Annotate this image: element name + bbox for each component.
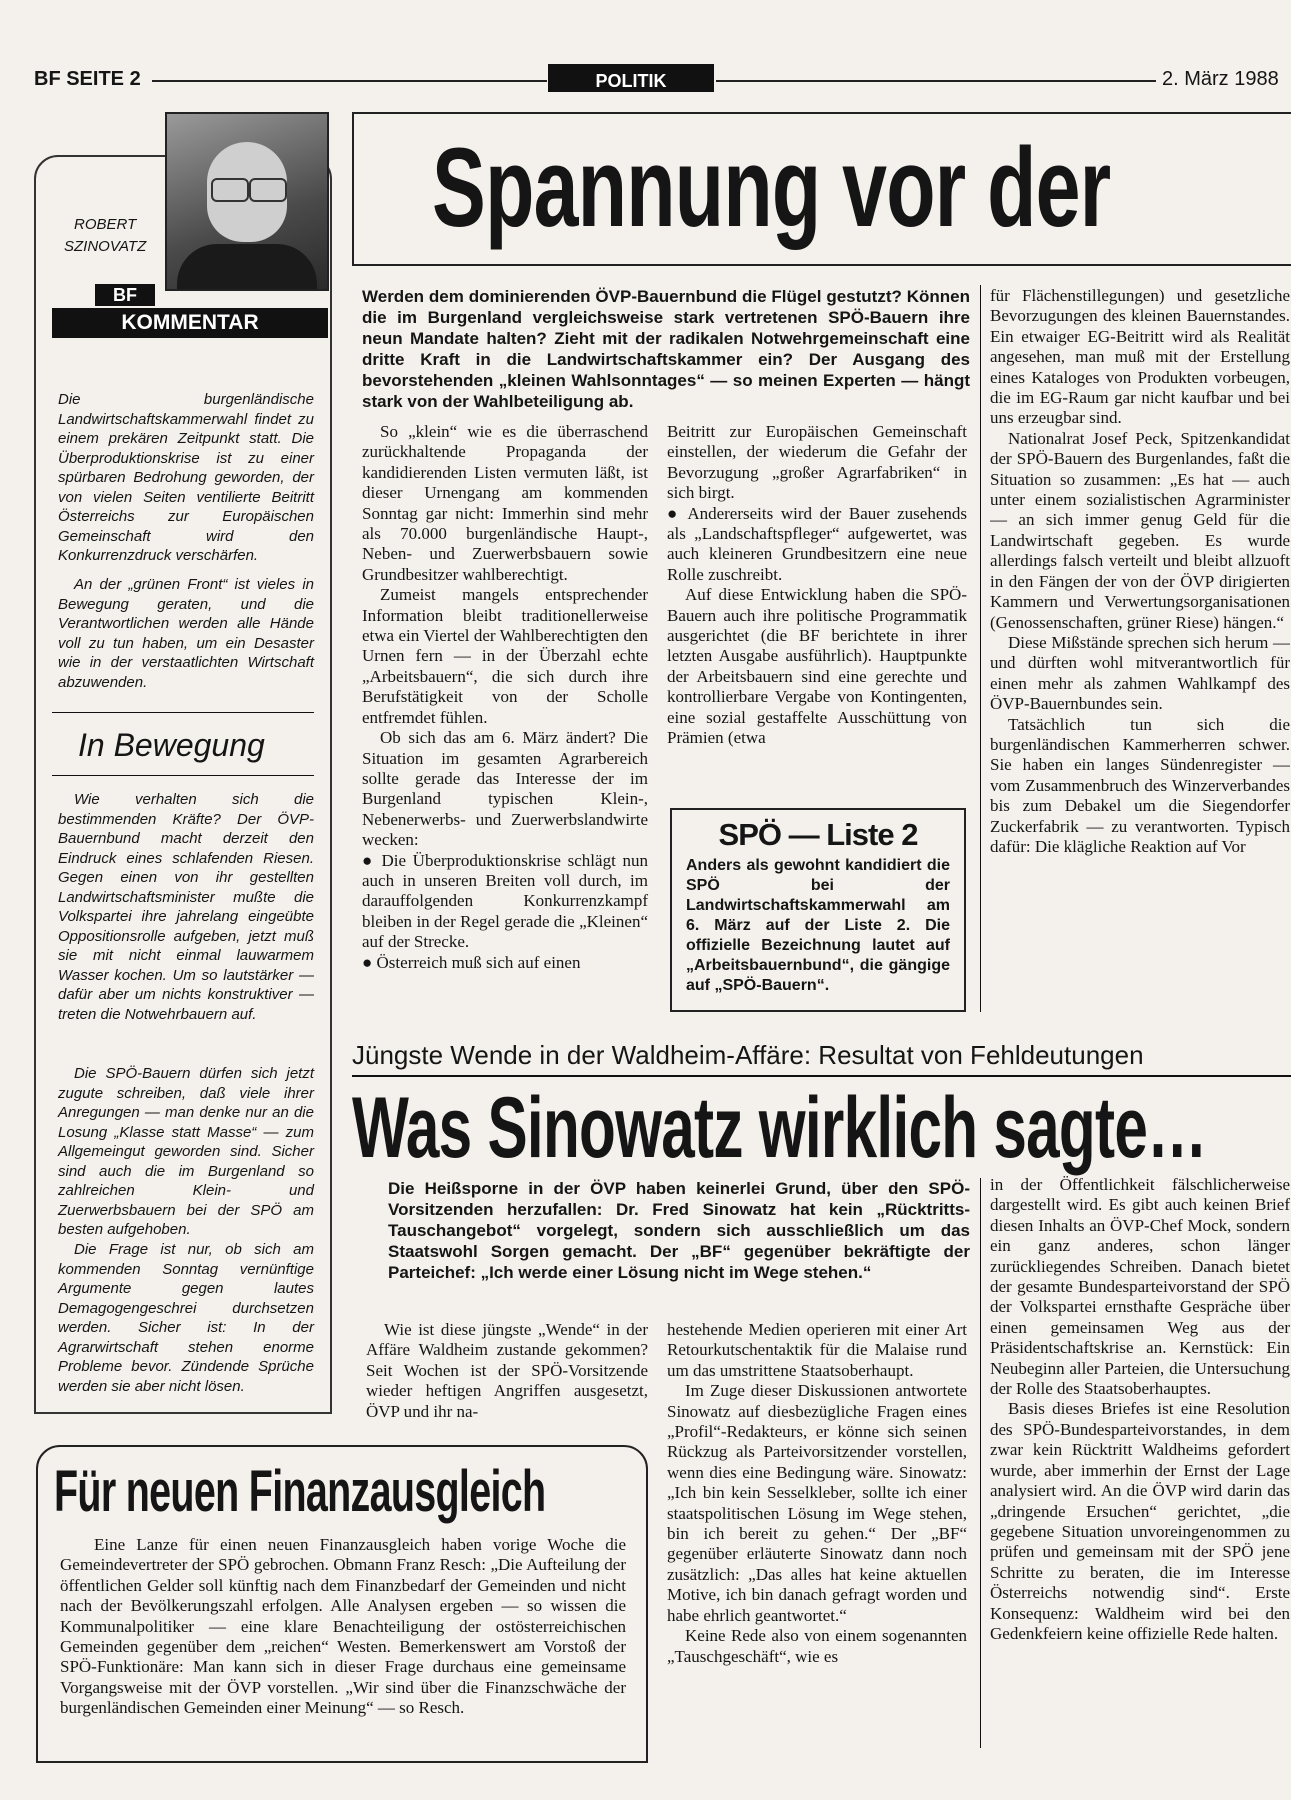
article1-c3-paragraph-1: für Flächenstillegungen) und gesetzliche Bevorzugungen des kleinen Bauernstandes. Ein etwaiger EG-Beitritt wird als Realität angesehen, man muß mit der Erstellung eines Kataloges von Produkten vorbeugen, die im EG-Raum gar nicht kaufbar und bei uns erzeugbar sind.: [990, 286, 1290, 428]
commentary-badge-top: BF: [95, 284, 155, 306]
bullet-text: Die Überproduktionskrise schlägt nun auch in unseren Breiten voll durch, im darauffolgenden Konkurrenzkampf bleiben in der Regel gerade die „Kleinen“ auf der Strecke.: [362, 850, 648, 952]
article1-c2-paragraph-2: Auf diese Entwicklung haben die SPÖ-Bauern auch ihre politische Programmatik ausgerichtet (die BF berichtete in ihrer letzten Ausgabe ausführlich). Hauptpunkte der Arbeitsbauern sind eine gerechte und kontrollierbare Vergabe von Kontingenten, eine sozial gestaffelte Ausschüttung von Prämien (etwa: [667, 585, 967, 748]
article1-c1-paragraph-1: So „klein“ wie es die überraschend zurückhaltende Propaganda der kandidierenden Listen vermuten läßt, ist dieser Urnengang am kommenden Sonntag gar nicht: Immerhin sind mehr als 70.000 burgenländische Haupt-, Neben- und Zuerwerbsbauern sowie Grundbesitzer wahlberechtigt.: [362, 422, 648, 584]
article2-c3-paragraph-1: in der Öffentlichkeit fälschlicherweise dargestellt wird. Es gibt auch keinen Brief diesen Inhalts an ÖVP-Chef Mock, sondern ein ganz anderes, schon länger zurückliegendes Schreiben. Danach bietet der gesamte Bundesparteivorstand der SPÖ der Volkspartei ernsthafte Gespräche über einen gemeinsamen Weg aus der Präsidentschaftskrise an. Kernstück: Ein Neubeginn aller Parteien, die Untersuchung der Rolle des Staatsoberhauptes.: [990, 1175, 1290, 1399]
article3-headline: Für neuen Finanzausgleich: [54, 1459, 546, 1524]
article1-column-3: [990, 286, 1290, 1016]
author-photo: [165, 112, 329, 291]
commentary-badge: KOMMENTAR: [52, 308, 328, 338]
header-rule-right: [716, 80, 1156, 82]
commentary-intro: Die burgenländische Landwirtschaftskammerwahl findet zu einem prekären Zeitpunkt statt. Die Überproduktionskrise ist zu einer spürbaren Bedrohung geworden, der von vielen Seiten ventilierte Beitritt Österreichs zur Europäischen Gemeinschaft wird den Konkurrenzdruck verschärfen.: [58, 391, 314, 564]
bullet-text: Andererseits wird der Bauer zusehends als „Landschaftspfleger“ aufgewertet, was auch kleineren Grundbesitzern eine neue Rolle zuschreibt.: [667, 503, 967, 584]
article1-c1-bullet-1: [362, 851, 648, 953]
article1-column-2: [667, 422, 967, 749]
article2-c3-paragraph-2: Basis dieses Briefes ist eine Resolution des SPÖ-Bundesparteivorstandes, in dem zwar kein Rücktritt Waldheims gefordert wurde, aber immerhin der Ernst der Lage analysiert wird. An die ÖVP wird darin das „dringende Ersuchen“ gerichtet, „die gegebene Situation unvoreingenommen zu prüfen und gemeinsam mit der SPÖ jene Schritte zu beraten, die im Interesse Österreichs notwendig sind“. Erste Konsequenz: Waldheim wird bei den Gedenkfeiern keine offizielle Rede halten.: [990, 1399, 1290, 1643]
article1-c1-paragraph-2: Zumeist mangels entsprechender Information bleibt traditionellerweise etwa ein Viertel der Wahlberechtigten den Urnen fern — in der Überzahl echte „Arbeitsbauern“, die sich durch ihre Berufstätigkeit von der Scholle entfremdet fühlen.: [362, 585, 648, 727]
article2-kicker-rule: [352, 1075, 1291, 1077]
bullet-text: Österreich muß sich auf einen: [376, 952, 581, 972]
page-date: 2. März 1988: [1162, 68, 1279, 90]
article1-col-rule: [980, 285, 981, 1012]
header-rule-left: [152, 80, 547, 82]
article2-column-2: [667, 1320, 967, 1667]
article1-c2-bullet-1: [667, 504, 967, 586]
article1-c3-paragraph-3: Diese Mißstände sprechen sich herum — und dürften wohl mitverantwortlich für einen mehr als zahmen Wahlkampf des ÖVP-Bauernbundes sein.: [990, 632, 1290, 714]
article2-headline: Was Sinowatz wirklich sagte…: [352, 1080, 1207, 1176]
article2-c2-paragraph-2: Im Zuge dieser Diskussionen antwortete Sinowatz auf diesbezügliche Fragen eines „Profil“-Redakteurs, er könne sich seinen Rückzug als Parteivorsitzender vorstellen, wenn dies eine Bedingung wäre. Sinowatz: „Ich bin kein Sesselkleber, sollte ich einer staatspolitischen Lösung im Wege stehen, bin ich bereit zu gehen.“ Der „BF“ gegenüber erläuterte Sinowatz dann noch zusätzlich: „Das alles hat keine aktuellen Motive, ich bin danach gefragt worden und habe ehrlich geantwortet.“: [667, 1381, 967, 1625]
author-last-name: SZINOVATZ: [64, 238, 147, 255]
commentary-paragraph-2: Die SPÖ-Bauern dürfen sich jetzt zugute schreiben, daß viele ihrer Anregungen — man denke nur an die Losung „Klasse statt Masse“ — zum Allgemeingut geworden sind. Sicher sind auch die im Burgenland so zahlreichen Klein- und Zuerwerbsbauern bei der SPÖ am besten aufgehoben.: [58, 1065, 314, 1238]
commentary-divider: [52, 712, 314, 713]
commentary-title: In Bewegung: [78, 727, 265, 763]
info-box: [670, 808, 966, 1012]
article2-lead: Die Heißsporne in der ÖVP haben keinerlei Grund, über den SPÖ-Vorsitzenden herzufallen: Dr. Fred Sinowatz hat kein „Rücktritts-Tauschangebot“ vorgelegt, sondern sich ausschließlich um das Staatswohl Sorgen gemacht. Der „BF“ gegenüber bekräftigte der Parteichef: „Ich werde einer Lösung nicht im Wege stehen.“: [388, 1179, 970, 1282]
commentary-intro-2: An der „grünen Front“ ist vieles in Bewegung geraten, und die Verantwortlichen werden alle Hände voll zu tun haben, um ein Desaster wie in der verstaatlichten Wirtschaft abzuwenden.: [58, 576, 314, 691]
commentary-paragraph-3: Die Frage ist nur, ob sich am kommenden Sonntag vernünftige Argumente gegen lautes Demagogengeschrei durchsetzen werden. Sicher ist: In der Agrarwirtschaft stehen enorme Probleme bevor. Zündende Sprüche werden sie aber nicht lösen.: [58, 1241, 314, 1395]
article1-c3-paragraph-2: Nationalrat Josef Peck, Spitzenkandidat der SPÖ-Bauern des Burgenlandes, faßt die Situation so zusammen: „Es hat — auch unter einem sozialistischen Agrarminister — an sich immer genug Geld für die Landwirtschaft gegeben. Es wurde allerdings falsch verteilt und bleibt allzuoft in den Fängen der von der ÖVP dirigierten Kammern und Verwertungsorganisationen (Genossenschaften, grüner Riese) hängen.“: [990, 428, 1290, 632]
finanzausgleich-box: [36, 1445, 648, 1763]
section-label: POLITIK: [548, 64, 714, 92]
article2-column-3: [990, 1175, 1290, 1755]
info-box-title: SPÖ — Liste 2: [718, 817, 918, 852]
bullet-icon: ●: [362, 850, 382, 870]
article2-kicker: Jüngste Wende in der Waldheim-Affäre: Resultat von Fehldeutungen: [352, 1040, 1144, 1070]
bullet-icon: ●: [362, 952, 377, 972]
page-label: BF SEITE 2: [34, 68, 141, 90]
article2-c2-paragraph-1: hestehende Medien operieren mit einer Art Retourkutschentaktik für die Malaise rund um das umstrittene Staatsoberhaupt.: [667, 1320, 967, 1380]
article1-c2-paragraph-1: Beitritt zur Europäischen Gemeinschaft einstellen, der wiederum die Gefahr der Bevorzugung „großer Agrarfabriken“ in sich birgt.: [667, 422, 967, 503]
commentary-paragraph-1: Wie verhalten sich die bestimmenden Kräfte? Der ÖVP-Bauernbund macht derzeit den Eindruck eines schlafenden Riesen. Gegen einen von ihr gestellten Landwirtschaftsminister mußte die Volkspartei ihre jahrelang eingeübte Oppositionsrolle aufgeben, jetzt muß sie mit nicht einmal lauwarmem Wasser kochen. Um so lautstärker — dafür aber um nichts konstruktiver — treten die Notwehrbauern auf.: [58, 791, 314, 1023]
article1-column-1: [362, 422, 648, 973]
article3-text: Eine Lanze für einen neuen Finanzausgleich haben vorige Woche die Gemeindevertreter der SPÖ gebrochen. Obmann Franz Resch: „Die Aufteilung der öffentlichen Gelder soll künftig nach dem Finanzbedarf der Gemeinden und nicht nach der Bevölkerungszahl erfolgen. Alle Analysen ergeben — so wissen die Kommunalpolitiker — eine klare Benachteiligung der ostösterreichischen Gemeinden gegenüber dem „reichen“ Westen. Bemerkenswert am Vorstoß der SPÖ-Funktionäre: Man kann sich in dieser Frage durchaus eine gemeinsame Vorgangsweise mit der ÖVP vorstellen. „Wir sind über die Finanzschwäche der burgenländischen Gemeinden einer Meinung“ — so Resch.: [60, 1535, 626, 1718]
article1-c1-bullet-2: [362, 953, 648, 973]
article1-c3-paragraph-4: Tatsächlich tun sich die burgenländischen Kammerherren schwer. Sie haben ein langes Sündenregister — vom Zusammenbruch des Winzerverbandes bis zum Debakel um die Siegendorfer Zuckerfabrik — zu verantworten. Typisch dafür: Die klägliche Reaktion auf Vor: [990, 714, 1290, 856]
article2-c2-paragraph-3: Keine Rede also von einem sogenannten „Tauschgeschäft“, wie es: [667, 1626, 967, 1666]
author-first-name: ROBERT: [74, 216, 137, 233]
article1-headline: Spannung vor der: [432, 125, 1111, 250]
article2-c1-paragraph-1: Wie ist diese jüngste „Wende“ in der Affäre Waldheim zustande gekommen? Seit Wochen ist der SPÖ-Vorsitzende wieder heftigen Angriffen ausgesetzt, ÖVP und ihr na-: [366, 1320, 648, 1421]
bullet-icon: ●: [667, 503, 688, 523]
article2-col-rule: [980, 1178, 981, 1748]
commentary-divider-2: [52, 775, 314, 776]
article1-c1-paragraph-3: Ob sich das am 6. März ändert? Die Situation im gesamten Agrarbereich sollte gerade das Interesse der im Burgenland typischen Klein-, Nebenerwerbs- und Zuerwerbslandwirte wecken:: [362, 728, 648, 850]
article2-headline-wrap: [352, 1080, 1291, 1180]
article1-lead: Werden dem dominierenden ÖVP-Bauernbund die Flügel gestutzt? Können die im Burgenland vergleichsweise stark vertretenen SPÖ-Bauern ihre neun Mandate halten? Zieht mit der radikalen Notwehrgemeinschaft eine dritte Kraft in die Landwirtschaftskammer ein? Der Ausgang des bevorstehenden „kleinen Wahlsonntages“ — so meinen Experten — hängt stark von der Wahlbeteiligung ab.: [362, 287, 970, 411]
info-box-text: Anders als gewohnt kandidiert die SPÖ bei der Landwirtschaftskammerwahl am 6. März auf der Liste 2. Die offizielle Bezeichnung lautet auf „Arbeitsbauernbund“, die gängige auf „SPÖ-Bauern“.: [686, 857, 950, 994]
headline-box: [352, 112, 1291, 266]
